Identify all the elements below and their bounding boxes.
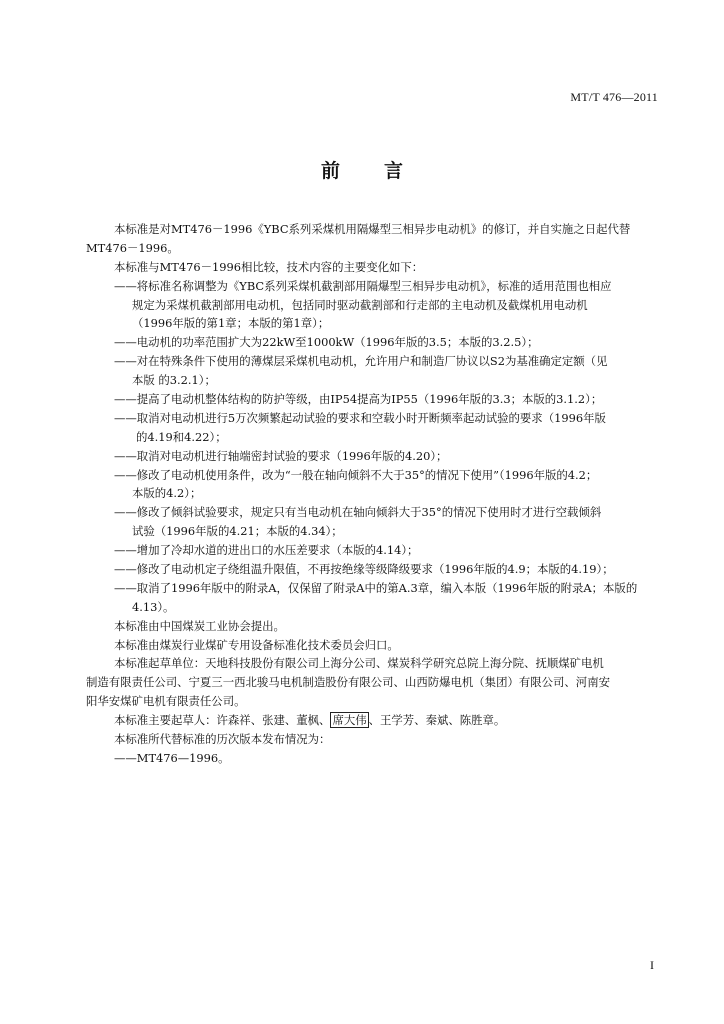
- paragraph-line: 本标准所代替标准的历次版本发布情况为：: [114, 732, 331, 747]
- title-char-2: 言: [384, 160, 404, 182]
- list-item: ——将标准名称调整为《YBC系列采煤机截割部用隔爆型三相异步电动机》，标准的适用范围也相应: [114, 278, 612, 293]
- list-item: ——MT476—1996。: [114, 750, 230, 765]
- title-char-1: 前: [320, 160, 340, 182]
- paragraph-line: 阳华安煤矿电机有限责任公司。: [86, 694, 246, 709]
- list-item: ——对在特殊条件下使用的薄煤层采煤机电动机，允许用户和制造厂协议以S2为基准确定定额（见: [114, 354, 608, 369]
- drafters-line: [86, 711, 658, 730]
- list-item: ——修改了电动机使用条件，改为“一般在轴向倾斜不大于35°的情况下使用”（1996年版的4.2；: [114, 467, 598, 482]
- drafters-prefix: 本标准主要起草人：许森祥、张建、董枫、: [114, 713, 331, 728]
- paragraph-line: 本标准由中国煤炭工业协会提出。: [114, 618, 285, 633]
- list-item-continuation: （1996年版的第1章；本版的第1章）；: [132, 316, 330, 331]
- page-title: [0, 156, 724, 183]
- drafters-suffix: 、王学芳、秦斌、陈胜章。: [368, 713, 506, 728]
- list-item-continuation: 本版的4.2）；: [132, 486, 202, 501]
- list-item: ——取消了1996年版中的附录A，仅保留了附录A中的第A.3章，编入本版（1996年版的附录A；本版的: [114, 580, 638, 595]
- paragraph-line: 本标准是对MT476－1996《YBC系列采煤机用隔爆型三相异步电动机》的修订，并自实施之日起代替: [114, 222, 631, 236]
- list-item-continuation: 本版 的3.2.1）；: [132, 373, 216, 388]
- list-item-continuation: 4.13）。: [132, 599, 175, 614]
- page-number: I: [650, 958, 654, 972]
- list-item: ——电动机的功率范围扩大为22kW至1000kW（1996年版的3.5；本版的3.2.5）；: [114, 335, 539, 350]
- paragraph-line: 本标准与MT476－1996相比较，技术内容的主要变化如下：: [114, 259, 424, 274]
- list-item: ——提高了电动机整体结构的防护等级，由IP54提高为IP55（1996年版的3.3；本版的3.1.2）；: [114, 392, 603, 407]
- list-item-continuation: 规定为采煤机截割部用电动机，包括同时驱动截割部和行走部的主电动机及截煤机用电动机: [132, 297, 588, 312]
- list-item: ——增加了冷却水道的进出口的水压差要求（本版的4.14）；: [114, 543, 419, 558]
- foreword-body: [86, 220, 658, 768]
- list-item: ——取消对电动机进行5万次频繁起动试验的要求和空载小时开断频率起动试验的要求（1996年版: [114, 410, 606, 425]
- paragraph-line: MT476－1996。: [86, 240, 179, 255]
- paragraph-line: 本标准起草单位：天地科技股份有限公司上海分公司、煤炭科学研究总院上海分院、抚顺煤矿电机: [114, 656, 604, 671]
- list-item: ——修改了电动机定子绕组温升限值，不再按绝缘等级降级要求（1996年版的4.9；本版的4.19）；: [114, 562, 614, 577]
- list-item-continuation: 试验（1996年版的4.21；本版的4.34）；: [132, 524, 343, 539]
- highlighted-name: 席大伟: [332, 713, 367, 728]
- list-item: ——取消对电动机进行轴端密封试验的要求（1996年版的4.20）；: [114, 448, 448, 463]
- list-item: ——修改了倾斜试验要求，规定只有当电动机在轴向倾斜大于35°的情况下使用时才进行空载倾斜: [114, 505, 602, 520]
- paragraph-line: 制造有限责任公司、宁夏三一西北骏马电机制造股份有限公司、山西防爆电机（集团）有限公司、河南安: [86, 675, 610, 690]
- paragraph-line: 本标准由煤炭行业煤矿专用设备标准化技术委员会归口。: [114, 637, 399, 652]
- standard-code: MT/T 476—2011: [570, 90, 658, 104]
- list-item-continuation: 的4.19和4.22）；: [136, 429, 227, 444]
